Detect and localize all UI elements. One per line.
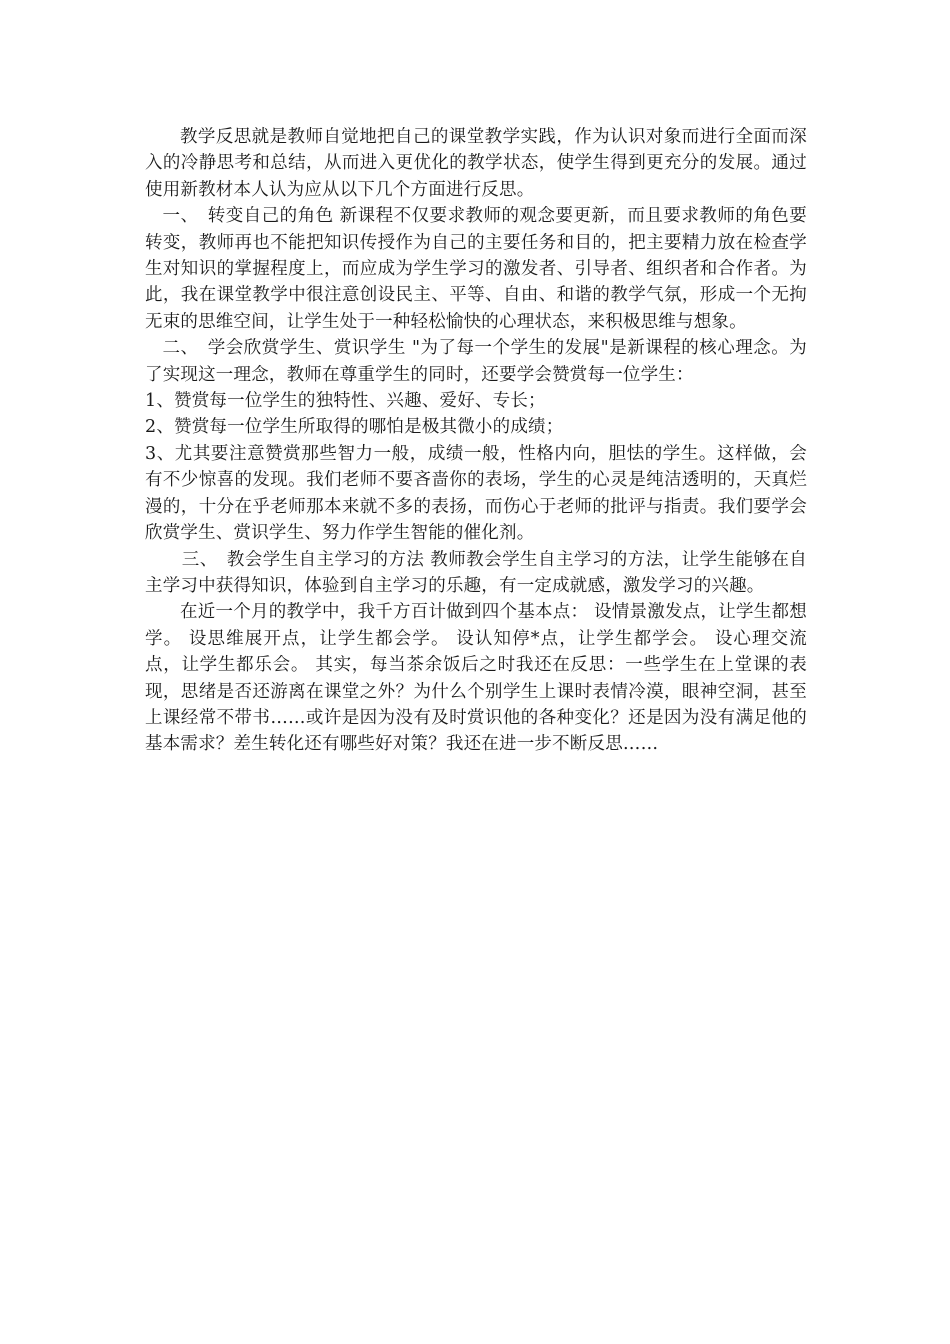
document-body bbox=[145, 124, 807, 758]
section-3-paragraph: 三、 教会学生自主学习的方法 教师教会学生自主学习的方法，让学生能够在自主学习中获得知识，体验到自主学习的乐趣，有一定成就感，激发学习的兴趣。 bbox=[145, 549, 807, 596]
closing-paragraph: 在近一个月的教学中，我千方百计做到四个基本点： 设情景激发点，让学生都想学。 设思维展开点，让学生都会学。 设认知停*点，让学生都学会。 设心理交流点，让学生都乐会。 其实，每当茶余饭后之时我还在反思：一些学生在上堂课的表现，思绪是否还游离在课堂之外？为什么个别学生上课时表情冷漠，眼神空洞，甚至上课经常不带书……或许是因为没有及时赏识他的各种变化？还是因为没有满足他的基本需求？差生转化还有哪些好对策？我还在进一步不断反思…… bbox=[145, 602, 807, 755]
intro-paragraph: 教学反思就是教师自觉地把自己的课堂教学实践，作为认识对象而进行全面而深入的冷静思考和总结，从而进入更优化的教学状态，使学生得到更充分的发展。通过使用新教材本人认为应从以下几个方面进行反思。 bbox=[145, 127, 807, 200]
section-2-paragraph: 二、 学会欣赏学生、赏识学生 "为了每一个学生的发展"是新课程的核心理念。为了实现这一理念，教师在尊重学生的同时，还要学会赞赏每一位学生： bbox=[145, 338, 807, 385]
list-item-2: 2、赞赏每一位学生所取得的哪怕是极其微小的成绩； bbox=[145, 417, 564, 438]
list-item-1: 1、赞赏每一位学生的独特性、兴趣、爱好、专长； bbox=[145, 391, 546, 412]
list-item-3: 3、尤其要注意赞赏那些智力一般，成绩一般，性格内向，胆怯的学生。这样做，会有不少惊喜的发现。我们老师不要吝啬你的表场，学生的心灵是纯洁透明的，天真烂漫的，十分在乎老师那本来就不多的表扬，而伤心于老师的批评与指责。我们要学会欣赏学生、赏识学生、努力作学生智能的催化剂。 bbox=[145, 443, 807, 544]
section-1-paragraph: 一、 转变自己的角色 新课程不仅要求教师的观念要更新，而且要求教师的角色要转变，教师再也不能把知识传授作为自己的主要任务和目的，把主要精力放在检查学生对知识的掌握程度上，而应成为学生学习的激发者、引导者、组织者和合作者。为此，我在课堂教学中很注意创设民主、平等、自由、和谐的教学气氛，形成一个无拘无束的思维空间，让学生处于一种轻松愉快的心理状态，来积极思维与想象。 bbox=[145, 206, 807, 332]
